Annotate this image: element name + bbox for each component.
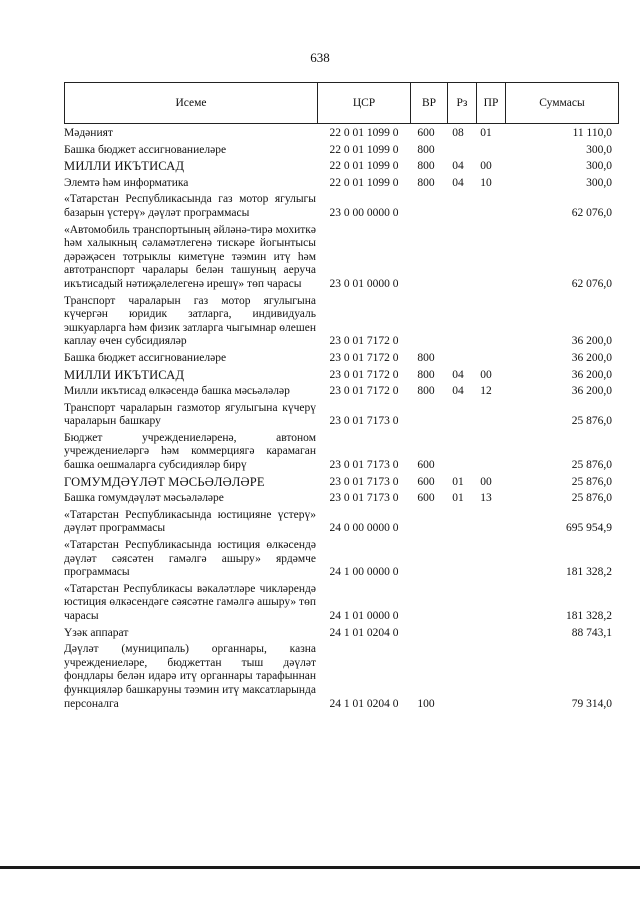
row-sum: 88 743,1 bbox=[571, 626, 612, 639]
table-row bbox=[64, 126, 612, 143]
table-row bbox=[64, 192, 612, 222]
row-csr: 23 0 01 0000 0 bbox=[329, 277, 399, 290]
row-vr: 800 bbox=[417, 368, 435, 381]
row-vr: 600 bbox=[417, 127, 435, 139]
row-vr: 100 bbox=[417, 697, 435, 710]
row-name: Транспорт чараларын газмотор ягулыгына күчерү чараларын башкару bbox=[64, 401, 316, 428]
row-csr: 23 0 01 7172 0 bbox=[329, 368, 399, 381]
row-sum: 79 314,0 bbox=[571, 697, 612, 710]
row-pr: 12 bbox=[480, 385, 492, 398]
row-sum: 36 200,0 bbox=[571, 368, 612, 381]
row-pr: 00 bbox=[480, 368, 492, 381]
row-name: Дәүләт (муниципаль) органнары, казна учреждениеләре, бюджеттан тыш дәүләт фондлары белән идарә итү органнары тарафыннан функцияләр башкаруны тәэмин итү максатларында персоналга bbox=[64, 643, 316, 710]
budget-table bbox=[64, 82, 612, 713]
row-sum: 25 876,0 bbox=[571, 475, 612, 488]
row-sum: 181 328,2 bbox=[566, 610, 612, 622]
header-name: Исеме bbox=[65, 83, 318, 124]
row-name: ГОМУМДӘҮЛӘТ МӘСЬӘЛӘЛӘРЕ bbox=[64, 474, 265, 489]
row-name: Башка бюджет ассигнованиеләре bbox=[64, 143, 227, 156]
row-pr: 01 bbox=[480, 127, 492, 139]
row-csr: 23 0 01 7172 0 bbox=[329, 385, 399, 398]
table-row bbox=[64, 582, 612, 626]
table-row bbox=[64, 294, 612, 351]
row-sum: 695 954,9 bbox=[566, 522, 612, 535]
row-vr: 800 bbox=[417, 143, 435, 156]
row-csr: 24 1 01 0204 0 bbox=[329, 697, 399, 710]
row-sum: 25 876,0 bbox=[571, 492, 612, 505]
row-rz: 04 bbox=[452, 385, 464, 398]
row-name: Элемтә һәм информатика bbox=[64, 176, 189, 189]
row-vr: 800 bbox=[417, 176, 435, 189]
table-row bbox=[64, 626, 612, 643]
page-number: 638 bbox=[310, 50, 330, 65]
table-row bbox=[64, 538, 612, 582]
row-sum: 62 076,0 bbox=[571, 277, 612, 290]
table-row bbox=[64, 368, 612, 385]
row-name: МИЛЛИ ИКЪТИСАД bbox=[64, 159, 185, 174]
row-csr: 23 0 01 7173 0 bbox=[329, 492, 399, 505]
table-row bbox=[64, 475, 612, 492]
row-pr: 13 bbox=[480, 492, 492, 505]
row-csr: 23 0 01 7173 0 bbox=[329, 475, 399, 488]
row-vr: 600 bbox=[417, 459, 435, 472]
table-row bbox=[64, 351, 612, 368]
table-row bbox=[64, 642, 612, 713]
row-name: Башка гомумдәүләт мәсьәләләре bbox=[64, 492, 224, 505]
table-row bbox=[64, 384, 612, 401]
table-row bbox=[64, 491, 612, 508]
row-csr: 23 0 01 7173 0 bbox=[329, 459, 399, 472]
row-csr: 24 1 01 0204 0 bbox=[329, 626, 399, 639]
table-row bbox=[64, 431, 612, 475]
row-name: Үзәк аппарат bbox=[64, 626, 129, 639]
row-name: Милли икътисад өлкәсендә башка мәсьәләләр bbox=[64, 385, 290, 398]
row-name: Бюджет учреждениеләренә, автоном учреждениеләргә һәм коммерциягә карамаган башка оешмаларга субсидияләр бирү bbox=[64, 431, 316, 472]
row-name: Мәдәният bbox=[64, 127, 113, 139]
row-name: «Татарстан Республикасында юстиция өлкәсендә дәүләт сәясәтен гамәлгә ашыру» ярдәмче программасы bbox=[64, 539, 316, 579]
table-row bbox=[64, 159, 612, 176]
table-row bbox=[64, 143, 612, 160]
row-vr: 600 bbox=[417, 492, 435, 505]
row-name: «Татарстан Республикасы вәкаләтләре чикләрендә юстиция өлкәсендәге сәясәтне гамәлгә ашыру» төп чарасы bbox=[64, 582, 316, 622]
row-pr: 00 bbox=[480, 160, 492, 173]
table-row bbox=[64, 508, 612, 538]
row-sum: 11 110,0 bbox=[572, 127, 612, 139]
row-rz: 08 bbox=[452, 127, 464, 139]
bottom-rule bbox=[0, 866, 640, 869]
row-csr: 22 0 01 1099 0 bbox=[329, 160, 399, 173]
header-pr: ПР bbox=[477, 83, 506, 124]
header-csr: ЦСР bbox=[318, 83, 411, 124]
row-pr: 00 bbox=[480, 475, 492, 488]
row-sum: 300,0 bbox=[586, 176, 612, 189]
row-csr: 24 0 00 0000 0 bbox=[329, 522, 399, 535]
row-rz: 04 bbox=[452, 160, 464, 173]
row-csr: 22 0 01 1099 0 bbox=[329, 143, 399, 156]
row-rz: 04 bbox=[452, 176, 464, 189]
header-rz: Рз bbox=[448, 83, 477, 124]
row-name: «Татарстан Республикасында газ мотор ягулыгы базарын үстерү» дәүләт программасы bbox=[64, 193, 316, 219]
row-csr: 22 0 01 1099 0 bbox=[329, 176, 399, 189]
row-sum: 25 876,0 bbox=[571, 459, 612, 472]
row-vr: 800 bbox=[417, 160, 435, 173]
row-csr: 23 0 01 7173 0 bbox=[329, 415, 399, 428]
row-name: «Автомобиль транспортының әйләнә-тирә мохиткә һәм халыкның сәламәтлегенә тискәре йогынтысы дәрәҗәсен тотрыклы киметүне тәэмин итү һәм автотранспорт чаралары белән ташуның аеруча икътисадый нәтиҗәлелегенә ирешү» төп чарасы bbox=[64, 223, 316, 290]
row-csr: 23 0 01 7172 0 bbox=[329, 351, 399, 364]
table-body bbox=[64, 126, 612, 713]
row-vr: 600 bbox=[417, 475, 435, 488]
row-name: «Татарстан Республикасында юстицияне үстерү» дәүләт программасы bbox=[64, 508, 316, 535]
row-name: Транспорт чараларын газ мотор ягулыгына күчергән юридик затларга, индивидуаль эшкуарларга һәм физик затларга чыгымнар өлешен каплау өчен субсидияләр bbox=[64, 294, 316, 348]
row-csr: 24 1 01 0000 0 bbox=[329, 610, 399, 622]
row-rz: 01 bbox=[452, 475, 464, 488]
row-sum: 25 876,0 bbox=[571, 415, 612, 428]
row-sum: 62 076,0 bbox=[571, 206, 612, 219]
row-sum: 181 328,2 bbox=[566, 566, 612, 579]
table-row bbox=[64, 223, 612, 294]
header-vr: ВР bbox=[411, 83, 448, 124]
table-row bbox=[64, 176, 612, 193]
row-csr: 23 0 01 7172 0 bbox=[329, 335, 399, 348]
table-row bbox=[64, 401, 612, 431]
row-vr: 800 bbox=[417, 351, 435, 364]
row-sum: 36 200,0 bbox=[571, 335, 612, 348]
row-sum: 36 200,0 bbox=[571, 351, 612, 364]
row-sum: 300,0 bbox=[586, 160, 612, 173]
table-header bbox=[64, 82, 619, 124]
row-rz: 01 bbox=[452, 492, 464, 505]
row-name: МИЛЛИ ИКЪТИСАД bbox=[64, 367, 185, 382]
row-sum: 36 200,0 bbox=[571, 385, 612, 398]
row-pr: 10 bbox=[480, 176, 492, 189]
row-csr: 24 1 00 0000 0 bbox=[329, 566, 399, 579]
row-csr: 22 0 01 1099 0 bbox=[329, 127, 399, 139]
header-sum: Суммасы bbox=[506, 83, 619, 124]
row-csr: 23 0 00 0000 0 bbox=[329, 206, 399, 219]
row-vr: 800 bbox=[417, 385, 435, 398]
row-sum: 300,0 bbox=[586, 143, 612, 156]
row-name: Башка бюджет ассигнованиеләре bbox=[64, 351, 227, 364]
row-rz: 04 bbox=[452, 368, 464, 381]
